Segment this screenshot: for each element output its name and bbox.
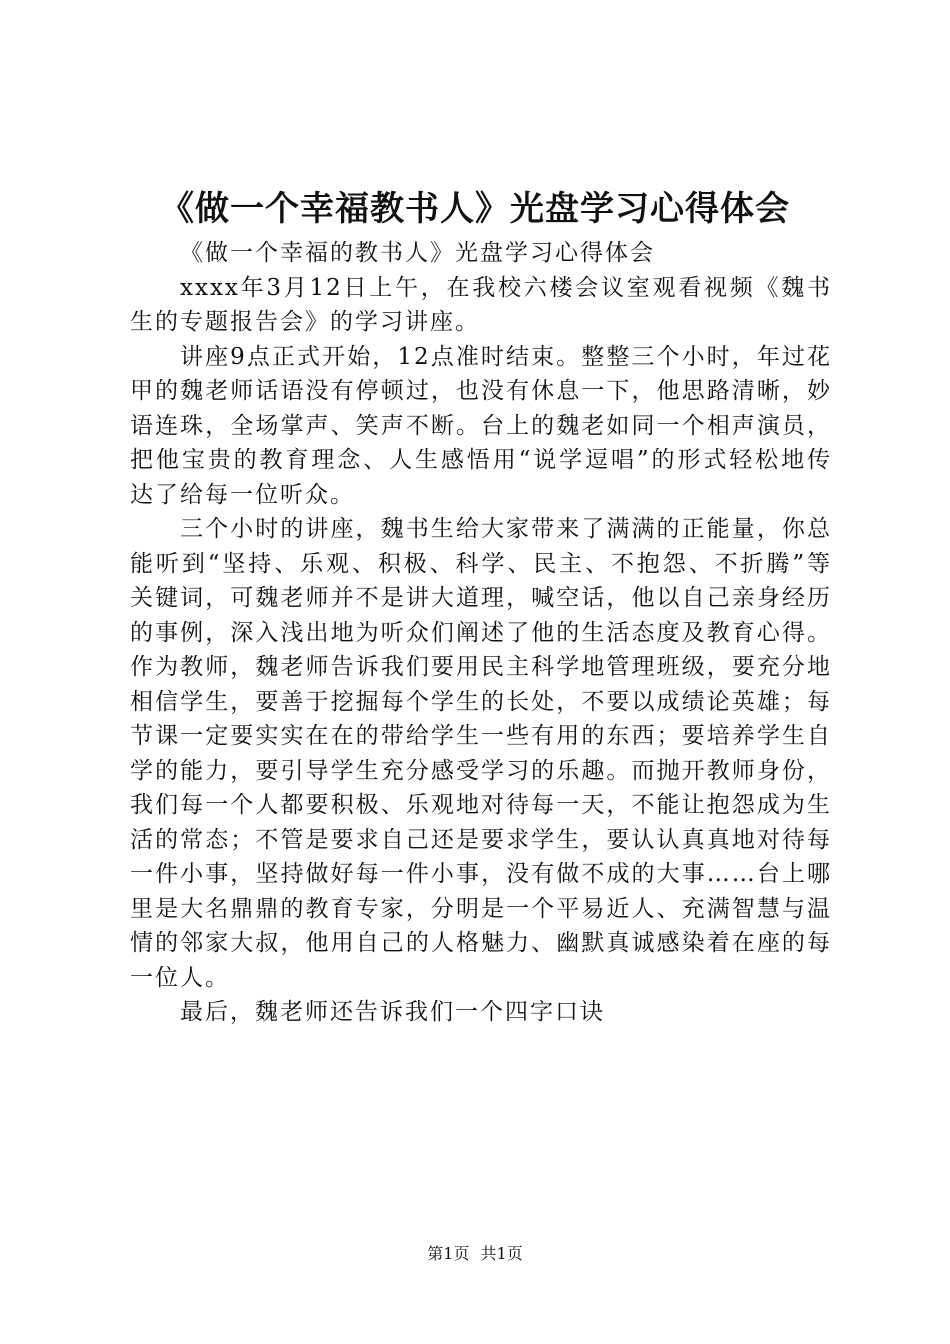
document-title: 《做一个幸福教书人》光盘学习心得体会 (160, 189, 790, 229)
page-total: 共1页 (480, 1244, 523, 1263)
document-body (130, 236, 832, 1030)
paragraph: 讲座9点正式开始，12点准时结束。整整三个小时，年过花甲的魏老师话语没有停顿过，也没有休息一下，他思路清晰，妙语连珠，全场掌声、笑声不断。台上的魏老如同一个相声演员，把他宝贵的教育理念、人生感悟用“说学逗唱”的形式轻松地传达了给每一位听众。 (130, 343, 832, 508)
page-number: 第1页 (427, 1244, 470, 1263)
document-subtitle: 《做一个幸福的教书人》光盘学习心得体会 (180, 240, 655, 266)
paragraph: 最后，魏老师还告诉我们一个四字口诀 (180, 999, 605, 1025)
paragraph: xxxx年3月12日上午，在我校六楼会议室观看视频《魏书生的专题报告会》的学习讲座。 (130, 274, 832, 335)
page-footer (0, 1243, 950, 1265)
paragraph: 三个小时的讲座，魏书生给大家带来了满满的正能量，你总能听到“坚持、乐观、积极、科学、民主、不抱怨、不折腾”等关键词，可魏老师并不是讲大道理，喊空话，他以自己亲身经历的事例，深入浅出地为听众们阐述了他的生活态度及教育心得。作为教师，魏老师告诉我们要用民主科学地管理班级，要充分地相信学生，要善于挖掘每个学生的长处，不要以成绩论英雄；每节课一定要实实在在的带给学生一些有用的东西；要培养学生自学的能力，要引导学生充分感受学习的乐趣。而抛开教师身份，我们每一个人都要积极、乐观地对待每一天，不能让抱怨成为生活的常态；不管是要求自己还是要求学生，要认认真真地对待每一件小事，坚持做好每一件小事，没有做不成的大事……台上哪里是大名鼎鼎的教育专家，分明是一个平易近人、充满智慧与温情的邻家大叔，他用自己的人格魅力、幽默真诚感染着在座的每一位人。 (130, 516, 832, 991)
